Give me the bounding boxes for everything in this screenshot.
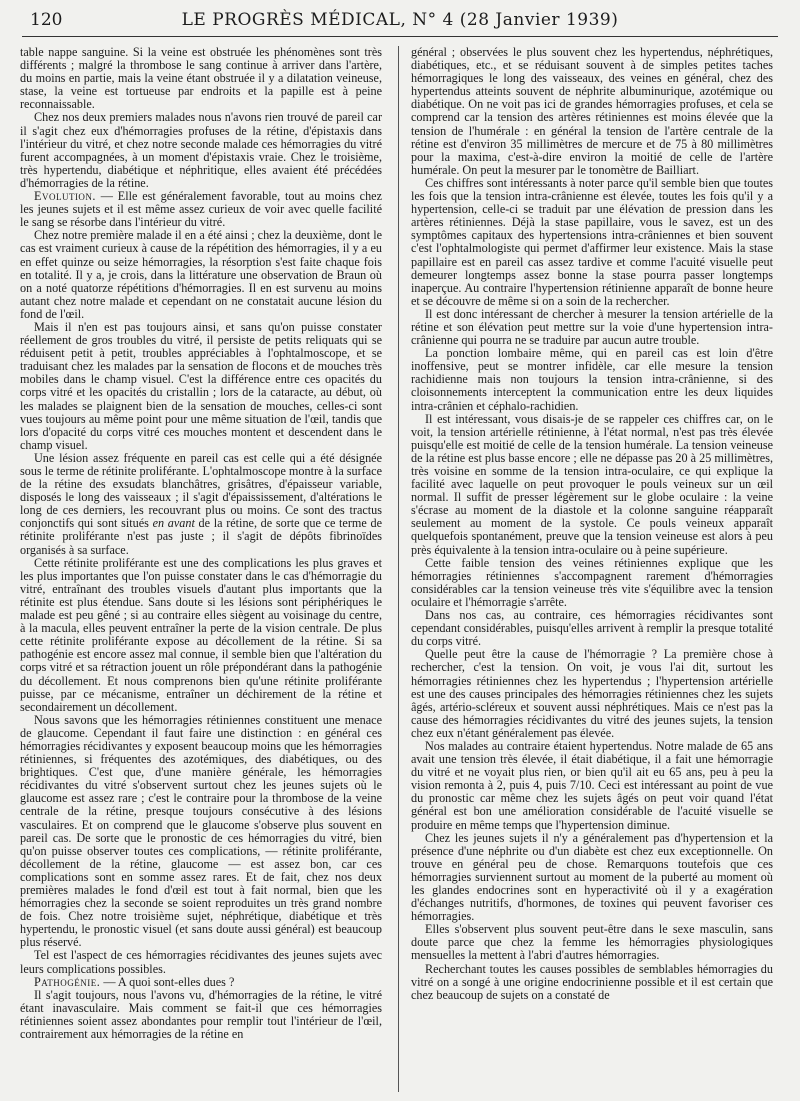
running-title: LE PROGRÈS MÉDICAL, N° 4 (28 Janvier 1939) bbox=[181, 10, 619, 30]
paragraph: Cette rétinite proliférante est une des complications les plus graves et les plus importantes que l'on puisse constater dans le cas d'hémorragie du vitré, entraînant des troubles visuels d'autant plus importants que la rétinite est plus étendue. Sans doute si les lésions sont périphériques le malade est peu gêné ; si au contraire elles siègent au voisinage du centre, à la macula, elles peuvent entraîner la perte de la vision centrale. De plus cette rétinite proliférante expose au décollement de la rétine. Si sa pathogénie est encore assez mal connue, il semble bien que l'altération du corps vitré et sa rétraction jouent un rôle prépondérant dans la pathogénie du décollement. Et nous comprenons bien qu'une rétinite proliférante puisse, par ce mécanisme, entraîner un déchirement de la rétine et secondairement un décollement. bbox=[20, 555, 382, 714]
paragraph: Il est intéressant, vous disais-je de se rappeler ces chiffres car, on le voit, la tension artérielle rétinienne, à l'état normal, n'est pas très élevée puisqu'elle est moitié de celle de la tension humérale. La tension veineuse de la rétine est plus basse encore ; elle ne dépasse pas 20 à 25 millimètres, très voisine en somme de la tension intra-oculaire, ce qui explique la facilité avec laquelle on peut provoquer le pouls veineux sur un œil normal. Il suffit de presser légèrement sur le globe oculaire : la veine s'écrase au moment de la diastole et la colonne sanguine réapparaît seulement au moment de la systole. Ce pouls veineux apparaît quelquefois spontanément, preuve que la tension veineuse est alors à peu près équivalente à la tension intra-oculaire ou à peine supérieure. bbox=[411, 411, 773, 557]
left-column bbox=[20, 46, 382, 1092]
paragraph: Recherchant toutes les causes possibles de semblables hémorragies du vitré on a songé à une origine endocrinienne possible et il est certain que chez beaucoup de sujets on a constaté de bbox=[411, 961, 773, 1002]
paragraph bbox=[20, 452, 382, 557]
paragraph-text: Une lésion assez fréquente en pareil cas est celle qui a été désignée sous le terme de rétinite proliférante. L'ophtalmoscope montre à la surface de la rétine des exsudats blanchâtres, grisâtres, d'épaisseur variable, disposés le long des vaisseaux ; il s'agit d'épaississement, d'altérations le long de ces derniers, les recouvrant plus ou moins. Ce sont des tractus conjonctifs qui sont situés bbox=[20, 450, 382, 531]
paragraph: Nous savons que les hémorragies rétiniennes constituent une menace de glaucome. Cependant il faut faire une distinction : en général ces hémorragies récidivantes y exposent beaucoup moins que les hémorragies rétiniennes, si fréquentes des azotémiques, des diabétiques, ou des brightiques. C'est que, d'une manière générale, les hémorragies récidivantes du vitré s'observent surtout chez les jeunes sujets où le glaucome est assez rare ; c'est le contraire pour la thrombose de la veine centrale de la rétine, presque toujours consécutive à des lésions vasculaires. Et on comprend que le glaucome s'observe plus souvent en pareil cas. De sorte que le pronostic de ces hémorragies du vitré, bien qu'on puisse observer toutes ces complications, — rétinite proliférante, décollement de la rétine, glaucome — est assez bon, car ces complications sont en somme assez rares. Et de fait, chez nos deux premières malades le fond d'œil est tout à fait normal, bien que les hémorragies chez la seconde se soient reproduites un très grand nombre de fois. Chez notre troisième sujet, néphrétique, diabétique et très hypertendu, le pronostic visuel (et sans doute aussi général) est beaucoup plus réservé. bbox=[20, 712, 382, 950]
paragraph: Quelle peut être la cause de l'hémorragie ? La première chose à rechercher, c'est la tension. On voit, je vous l'ai dit, surtout les hémorragies rétiniennes chez les hypertendus ; l'hypertension artérielle est une des causes principales des hémorragies rétiniennes chez les sujets âgés, artério-scléreux et souvent aussi néphrétiques. Mais ce n'est pas la cause des hémorragies récidivantes du vitré des jeunes sujets, la tension chez eux n'étant généralement pas élevée. bbox=[411, 647, 773, 740]
paragraph: Elles s'observent plus souvent peut-être dans le sexe masculin, sans doute parce que chez la femme les hémorragies physiologiques mensuelles la mettent à l'abri d'autres hémorragies. bbox=[411, 922, 773, 963]
paragraph: Il est donc intéressant de chercher à mesurer la tension artérielle de la rétine et son élévation peut mettre sur la voie d'une hypertension intra-crânienne qui pourra ne se traduire par aucun autre trouble. bbox=[411, 306, 773, 348]
paragraph-text: — Elle est généralement favorable, tout au moins chez les jeunes sujets et il est même assez curieux de voir avec quelle facilité le sang se résorbe dans l'intérieur du vitré. bbox=[20, 189, 382, 230]
paragraph: Chez les jeunes sujets il n'y a généralement pas d'hypertension et la présence d'une néphrite ou d'un diabète est chez eux exceptionnelle. On trouve en général peu de chose. Remarquons toutefois que ces hémorragies surviennent surtout au moment de la puberté au moment où les glandes endocrines sont en hyperactivité où il y a exagération d'échanges nutritifs, d'hormones, de toxines qui peuvent favoriser ces hémorragies. bbox=[411, 830, 773, 924]
paragraph: Mais il n'en est pas toujours ainsi, et sans qu'on puisse constater réellement de gros troubles du vitré, il persiste de petits reliquats qui se réduisent petit à petit, troubles appréciables à l'ophtalmoscope, et se traduisant chez les malades par la sensation de flocons et de mouches très mobiles dans le champ visuel. C'est la différence entre ces opacités du corps vitré et les opacités du cristallin ; lors de la cataracte, au début, où les malades se plaignent bien de la sensation de mouches, celles-ci sont vues toujours au même point pour une même situation de l'œil, tandis que lors d'opacité du corps vitré ces mouches montent et descendent dans le champ visuel. bbox=[20, 319, 382, 452]
page-number: 120 bbox=[30, 10, 63, 30]
paragraph bbox=[20, 976, 382, 989]
paragraph: Nos malades au contraire étaient hypertendus. Notre malade de 65 ans avait une tension très élevée, il était diabétique, il a fait une hémorragie du vitré et ne voyait plus rien, or bien qu'il ait eu 65 ans, peu à peu la vision remonta à 2, puis 4, puis 7/10. Ceci est intéressant au point de vue du pronostic car même chez les sujets âgés on peut voir quand l'état général est bon une amélioration considérable de l'acuité visuelle se produire en même temps que l'hypertension diminue. bbox=[411, 738, 773, 832]
paragraph: Chez notre première malade il en a été ainsi ; chez la deuxième, dont le cas est vraiment curieux à cause de la répétition des hémorragies, il y a eu en effet quinze ou seize hémorragies, la résorption s'est faite chaque fois en totalité. Il y a, je crois, dans la littérature une observation de Braun où on a noté quatorze répétitions d'hémorragies. Il en est survenu au moins autant chez notre malade et cependant on ne constatait aucune lésion du fond de l'œil. bbox=[20, 228, 382, 321]
paragraph-text: — A quoi sont-elles dues ? bbox=[100, 974, 235, 989]
paragraph-text: de la rétine, de sorte que ce terme de rétinite proliférante n'est pas juste ; il s'agit de dépôts fibrinoïdes organisés à sa surface. bbox=[20, 516, 382, 557]
column-divider bbox=[398, 46, 399, 1092]
paragraph: La ponction lombaire même, qui en pareil cas est loin d'être inoffensive, peut se montrer infidèle, car elle mesure la tension rachidienne mais non toujours la tension intra-crânienne, si des cloisonnements interceptent la communication entre les deux liquides intra-crânien et céphalo-rachidien. bbox=[411, 346, 773, 413]
paragraph: Cette faible tension des veines rétiniennes explique que les hémorragies rétiniennes s'accompagnent rarement d'hémorragies considérables car la tension veineuse très vite s'équilibre avec la tension oculaire et l'hémorragie s'arrête. bbox=[411, 555, 773, 609]
italic-phrase: en avant bbox=[152, 516, 195, 531]
header-rule bbox=[22, 36, 778, 37]
paragraph: Il s'agit toujours, nous l'avons vu, d'hémorragies de la rétine, le vitré étant inavasculaire. Mais comment se fait-il que ces hémorragies rétiniennes soient assez abondantes pour remplir tout l'intérieur de l'œil, contrairement aux hémorragies de la rétine en bbox=[20, 987, 382, 1042]
right-column bbox=[411, 46, 773, 1092]
page-header bbox=[30, 6, 770, 34]
paragraph: Dans nos cas, au contraire, ces hémorragies récidivantes sont cependant considérables, puisqu'elles arrivent à remplir la presque totalité du corps vitré. bbox=[411, 608, 773, 649]
paragraph bbox=[20, 190, 382, 229]
section-heading-pathogenie: Pathogénie. bbox=[34, 974, 101, 989]
paragraph: table nappe sanguine. Si la veine est obstruée les phénomènes sont très différents ; malgré la thrombose le sang continue à arriver dans l'artère, du moins en partie, mais la veine étant obstruée il y a dilatation veineuse, stase, la veine est tortueuse par endroits et la papille est à peine reconnaissable. bbox=[20, 46, 382, 112]
paragraph: général ; observées le plus souvent chez les hypertendus, néphrétiques, diabétiques, etc., et se réduisant souvent à de simples petites taches hémorragiques le long des vaisseaux, des veines en général, chez des hypertendus atteints souvent de néphrite albuminurique, azotémique ou diabétique. On ne voit pas ici de grandes hémorragies profuses, et cela se comprend car la tension des artères rétiniennes est moins élevée que la tension de l'humérale : en général la tension de l'artère centrale de la rétine est d'environ 35 millimètres de mercure et de 75 à 80 millimètres pour la maxima, c'est-à-dire environ la moitié de celle de l'artère humérale. On peut la mesurer par le tonomètre de Bailliart. bbox=[411, 46, 773, 177]
paragraph: Chez nos deux premiers malades nous n'avons rien trouvé de pareil car il s'agit chez eux d'hémorragies profuses de la rétine, d'épistaxis dans l'intérieur du vitré, et chez notre seconde malade ces hémorragies du vitré furent accompagnées, à un moment d'épistaxis vraie. Chez le troisième, très hypertendu, diabétique et néphritique, elles avaient été précédées d'hémorragies de la rétine. bbox=[20, 110, 382, 190]
section-heading-evolution: Evolution. bbox=[34, 189, 96, 204]
paragraph: Ces chiffres sont intéressants à noter parce qu'il semble bien que toutes les fois que la tension intra-crânienne est élevée, toutes les fois qu'il y a hypertension, celle-ci se traduit par une élévation de pression dans les artères rétiniennes. Déjà la stase papillaire, vous le savez, est un des symptômes capitaux des hypertensions intra-crâniennes et bien souvent c'est l'ophtalmologiste qui permet d'affirmer leur existence. Mais la stase papillaire est en pareil cas assez tardive et comme l'acuité visuelle peut demeurer longtemps assez bonne la stase pourra passer longtemps inaperçue. Au contraire l'hypertension rétinienne apparaît de bonne heure et se découvre de même si on a soin de la rechercher. bbox=[411, 175, 773, 308]
paragraph: Tel est l'aspect de ces hémorragies récidivantes des jeunes sujets avec leurs complications possibles. bbox=[20, 948, 382, 976]
